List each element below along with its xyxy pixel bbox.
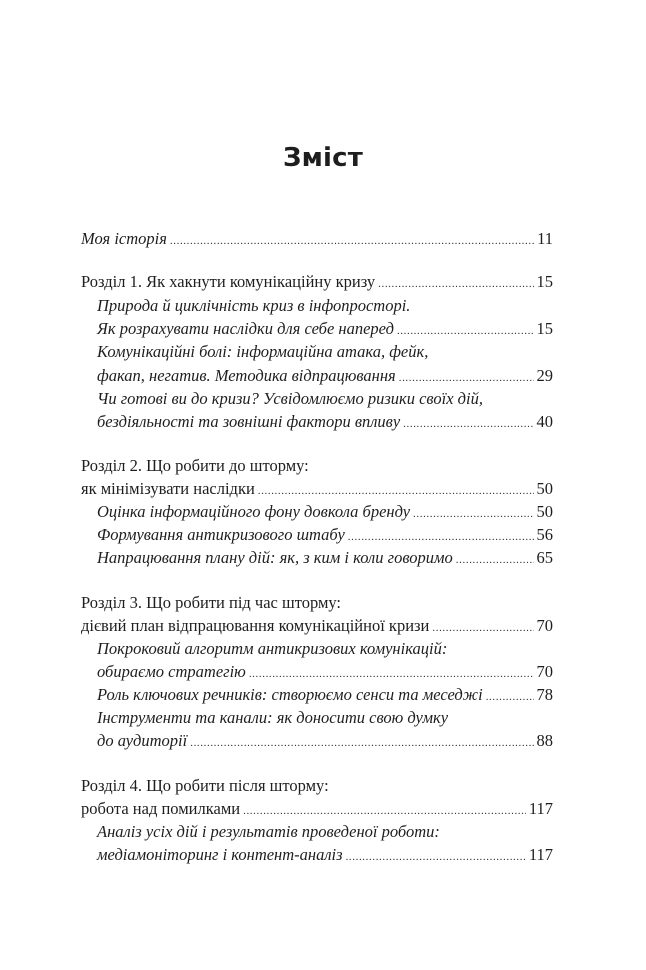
toc-page-number: 29 (536, 366, 553, 385)
toc-subentry-line[interactable] (0, 294, 646, 318)
toc-entry-text: Природа й циклічність криз в інфопросторі. (97, 296, 411, 315)
toc-subentry[interactable] (0, 729, 646, 753)
toc-page-number: 117 (528, 799, 553, 818)
toc-page-number: 65 (536, 548, 553, 567)
toc-entry-text: бездіяльності та зовнішні фактори впливу (97, 412, 401, 431)
toc-page-number: 50 (536, 479, 553, 498)
toc-subentry-line[interactable] (0, 387, 646, 411)
toc-subentry[interactable] (0, 500, 646, 524)
toc-page-number: 117 (528, 845, 553, 864)
toc-subentry[interactable] (0, 683, 646, 707)
toc-entry-text: медіамоніторинг і контент-аналіз (97, 845, 343, 864)
toc-chapter-text: Розділ 1. Як хакнути комунікаційну кризу (81, 272, 376, 291)
toc-entry-text: Формування антикризового штабу (97, 525, 345, 544)
toc-subentry-line[interactable] (0, 706, 646, 730)
toc-entry-text: до аудиторії (97, 731, 188, 750)
toc-entry-text: Як розрахувати наслідки для себе наперед (97, 319, 394, 338)
toc-chapter-text: Розділ 2. Що робити до шторму: (81, 456, 309, 475)
toc-chapter-4[interactable] (0, 797, 646, 821)
toc-chapter-text: дієвий план відпрацювання комунікаційної кризи (81, 616, 430, 635)
toc-subentry[interactable] (0, 660, 646, 684)
toc-subentry[interactable] (0, 843, 646, 867)
toc-entry-text: Інструменти та канали: як доносити свою думку (97, 708, 449, 727)
leader-dots (456, 548, 534, 572)
toc-entry-text: Комунікаційні болі: інформаційна атака, фейк, (97, 342, 429, 361)
toc-page-number: 70 (536, 662, 553, 681)
toc-chapter-text: робота над помилками (81, 799, 241, 818)
toc-entry-text: Роль ключових речників: створюємо сенси та меседжі (97, 685, 483, 704)
toc-page-number: 78 (536, 685, 553, 704)
toc-page-number: 70 (536, 616, 553, 635)
toc-page-number: 15 (536, 319, 553, 338)
toc-entry-text: Оцінка інформаційного фону довкола бренду (97, 502, 411, 521)
toc-entry-text: Покроковий алгоритм антикризових комунікацій: (97, 639, 448, 658)
toc-chapter-text: як мінімізувати наслідки (81, 479, 255, 498)
toc-page-number: 11 (537, 229, 553, 248)
toc-subentry-line[interactable] (0, 820, 646, 844)
toc-subentry-line[interactable] (0, 340, 646, 364)
toc-chapter-text: Розділ 4. Що робити після шторму: (81, 776, 329, 795)
toc-chapter-text: Розділ 3. Що робити під час шторму: (81, 593, 341, 612)
toc-entry-text: обираємо стратегію (97, 662, 246, 681)
toc-subentry[interactable] (0, 523, 646, 547)
toc-entry-text: Напрацювання плану дій: як, з ким і коли говоримо (97, 548, 453, 567)
toc-chapter-2-line[interactable] (0, 454, 646, 478)
toc-entry-my-story[interactable] (0, 227, 646, 251)
page-title: Зміст (282, 143, 364, 173)
toc-page-number: 88 (536, 731, 553, 750)
toc-chapter-3-line[interactable] (0, 591, 646, 615)
toc-page-number: 15 (536, 272, 553, 291)
toc-chapter-2[interactable] (0, 477, 646, 501)
toc-entry-text: Аналіз усіх дій і результатів проведеної роботи: (97, 822, 440, 841)
toc-subentry[interactable] (0, 317, 646, 341)
toc-subentry[interactable] (0, 546, 646, 570)
toc-chapter-4-line[interactable] (0, 774, 646, 798)
leader-dots (403, 412, 533, 436)
toc-entry-text: Чи готові ви до кризи? Усвідомлюємо ризики своїх дій, (97, 389, 483, 408)
toc-page-number: 50 (536, 502, 553, 521)
toc-chapter-3[interactable] (0, 614, 646, 638)
leader-dots (378, 272, 533, 296)
toc-page-number: 40 (536, 412, 553, 431)
leader-dots (190, 731, 533, 755)
toc-subentry[interactable] (0, 364, 646, 388)
toc-chapter-1[interactable] (0, 270, 646, 294)
toc-subentry[interactable] (0, 410, 646, 434)
toc-entry-text: Моя історія (81, 229, 167, 248)
leader-dots (170, 229, 534, 253)
leader-dots (346, 845, 526, 869)
toc-page-number: 56 (536, 525, 553, 544)
toc-subentry-line[interactable] (0, 637, 646, 661)
toc-entry-text: факап, негатив. Методика відпрацювання (97, 366, 396, 385)
